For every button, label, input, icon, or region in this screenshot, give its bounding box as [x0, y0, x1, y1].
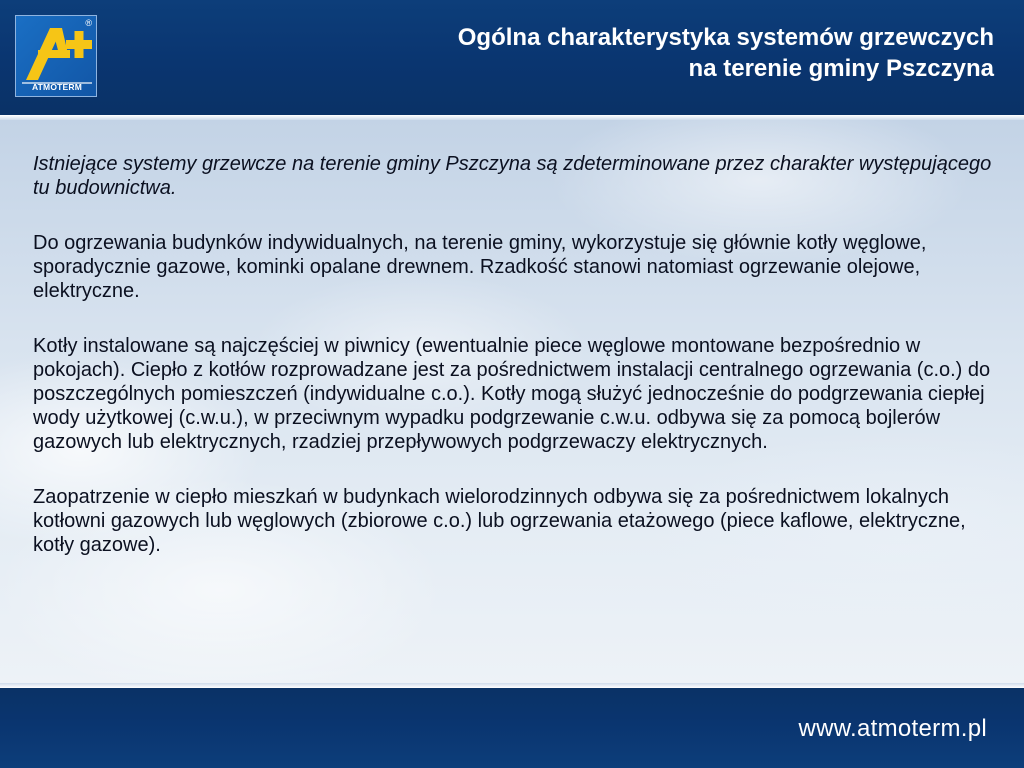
website-link[interactable]: www.atmoterm.pl — [798, 715, 987, 742]
content-area — [0, 120, 1024, 683]
header-bar — [0, 0, 1024, 115]
page-title — [234, 22, 994, 84]
paragraph: Zaopatrzenie w ciepło mieszkań w budynkach wielorodzinnych odbywa się za pośrednictwem lokalnych kotłowni gazowych lub węglowych (zbiorowe c.o.) lub ogrzewania etażowego (piece kaflowe, elektryczne, kotły gazowe). — [33, 486, 966, 556]
logo-name: ATMOTERM — [31, 82, 83, 92]
paragraph-intro: Istniejące systemy grzewcze na terenie gminy Pszczyna są zdeterminowane przez charakter występującego tu budownictwa. — [33, 153, 992, 199]
footer-bar — [0, 688, 1024, 768]
paragraph: Do ogrzewania budynków indywidualnych, na terenie gminy, wykorzystuje się głównie kotły węglowe, sporadycznie gazowe, kominki opalane drewnem. Rzadkość stanowi natomiast ogrzewanie olejowe, elektryczne. — [33, 232, 927, 302]
paragraph: Kotły instalowane są najczęściej w piwnicy (ewentualnie piece węglowe montowane bezpośrednio w pokojach). Ciepło z kotłów rozprowadzane jest za pośrednictwem instalacji centralnego ogrzewania (c.o.) do poszczególnych pomieszczeń (indywidualne c.o.). Kotły mogą służyć jednocześnie do podgrzewania ciepłej wody użytkowej (c.w.u.), w przeciwnym wypadku podgrzewanie c.w.u. odbywa się za pomocą bojlerów gazowych lub elektrycznych, rzadziej przepływowych podgrzewaczy elektrycznych. — [33, 335, 991, 453]
body-text — [33, 152, 998, 588]
atmoterm-logo — [15, 15, 97, 97]
registered-mark: ® — [85, 18, 92, 28]
title-line-2: na terenie gminy Pszczyna — [688, 55, 994, 82]
title-line-1: Ogólna charakterystyka systemów grzewczych — [457, 24, 994, 51]
